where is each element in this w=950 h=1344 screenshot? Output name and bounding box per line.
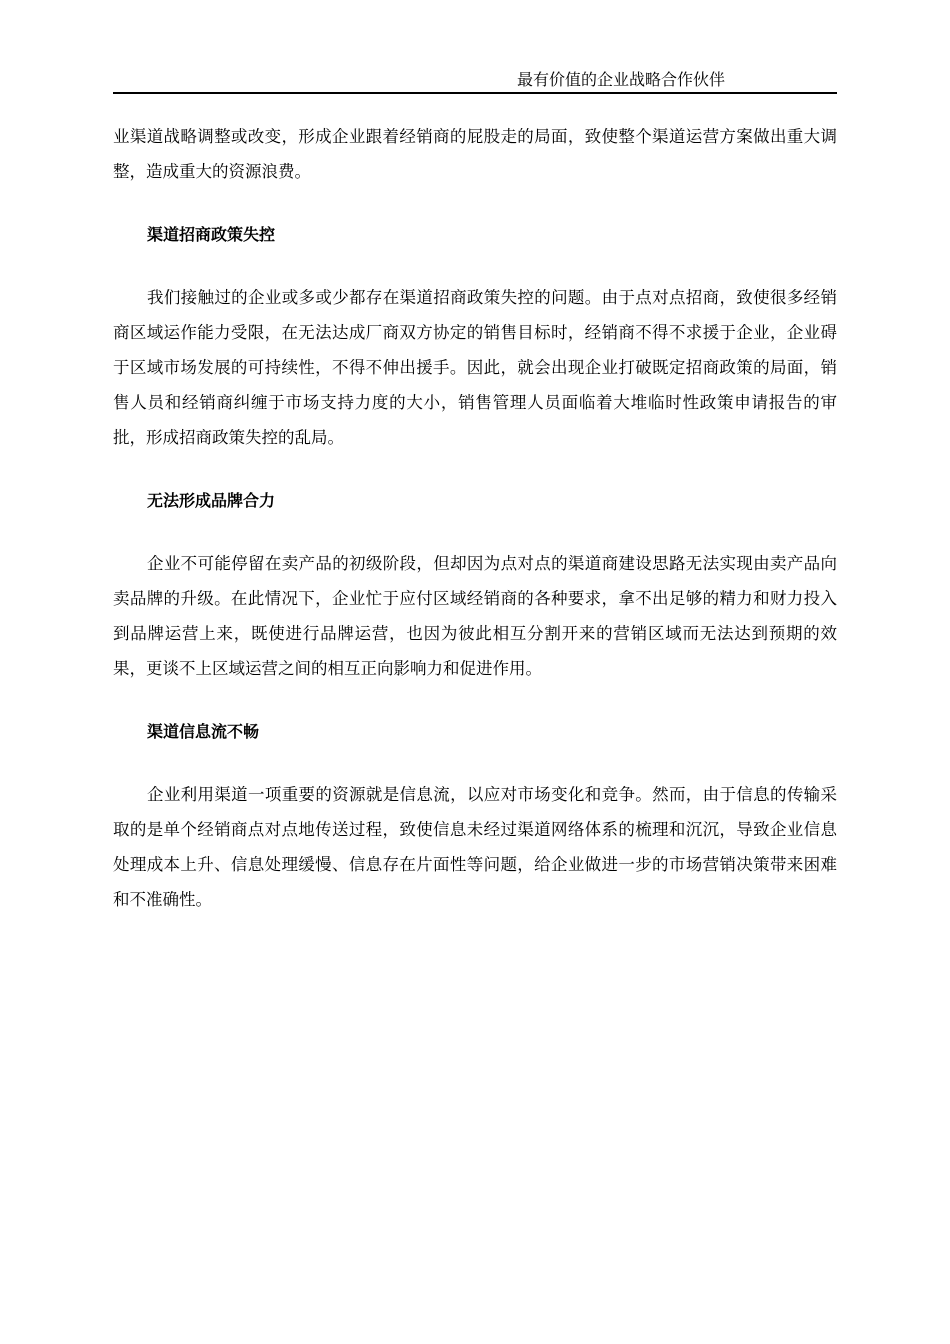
paragraph-information-flow: 企业利用渠道一项重要的资源就是信息流，以应对市场变化和竞争。然而，由于信息的传输采取的是单个经销商点对点地传送过程，致使信息未经过渠道网络体系的梳理和沉沉，导致企业信息处理成本上升、信息处理缓慢、信息存在片面性等问题，给企业做进一步的市场营销决策带来困难和不准确性。: [113, 785, 837, 909]
paragraph-brand-synergy: 企业不可能停留在卖产品的初级阶段，但却因为点对点的渠道商建设思路无法实现由卖产品向卖品牌的升级。在此情况下，企业忙于应付区域经销商的各种要求，拿不出足够的精力和财力投入到品牌运营上来，既使进行品牌运营，也因为彼此相互分割开来的营销区域而无法达到预期的效果，更谈不上区域运营之间的相互正向影响力和促进作用。: [113, 554, 837, 678]
paragraph-channel-policy: 我们接触过的企业或多或少都存在渠道招商政策失控的问题。由于点对点招商，致使很多经销商区域运作能力受限，在无法达成厂商双方协定的销售目标时，经销商不得不求援于企业，企业碍于区域市场发展的可持续性，不得不伸出援手。因此，就会出现企业打破既定招商政策的局面，销售人员和经销商纠缠于市场支持力度的大小，销售管理人员面临着大堆临时性政策申请报告的审批，形成招商政策失控的乱局。: [113, 288, 837, 447]
header-title: 最有价值的企业战略合作伙伴: [516, 70, 725, 89]
document-body: [113, 119, 837, 945]
paragraph-continued: 业渠道战略调整或改变，形成企业跟着经销商的屁股走的局面，致使整个渠道运营方案做出重大调整，造成重大的资源浪费。: [113, 127, 837, 181]
section-heading-channel-policy: 渠道招商政策失控: [147, 225, 276, 244]
section-heading-brand-synergy: 无法形成品牌合力: [147, 491, 276, 510]
section-heading-information-flow: 渠道信息流不畅: [147, 722, 260, 741]
page-header: [113, 68, 837, 94]
